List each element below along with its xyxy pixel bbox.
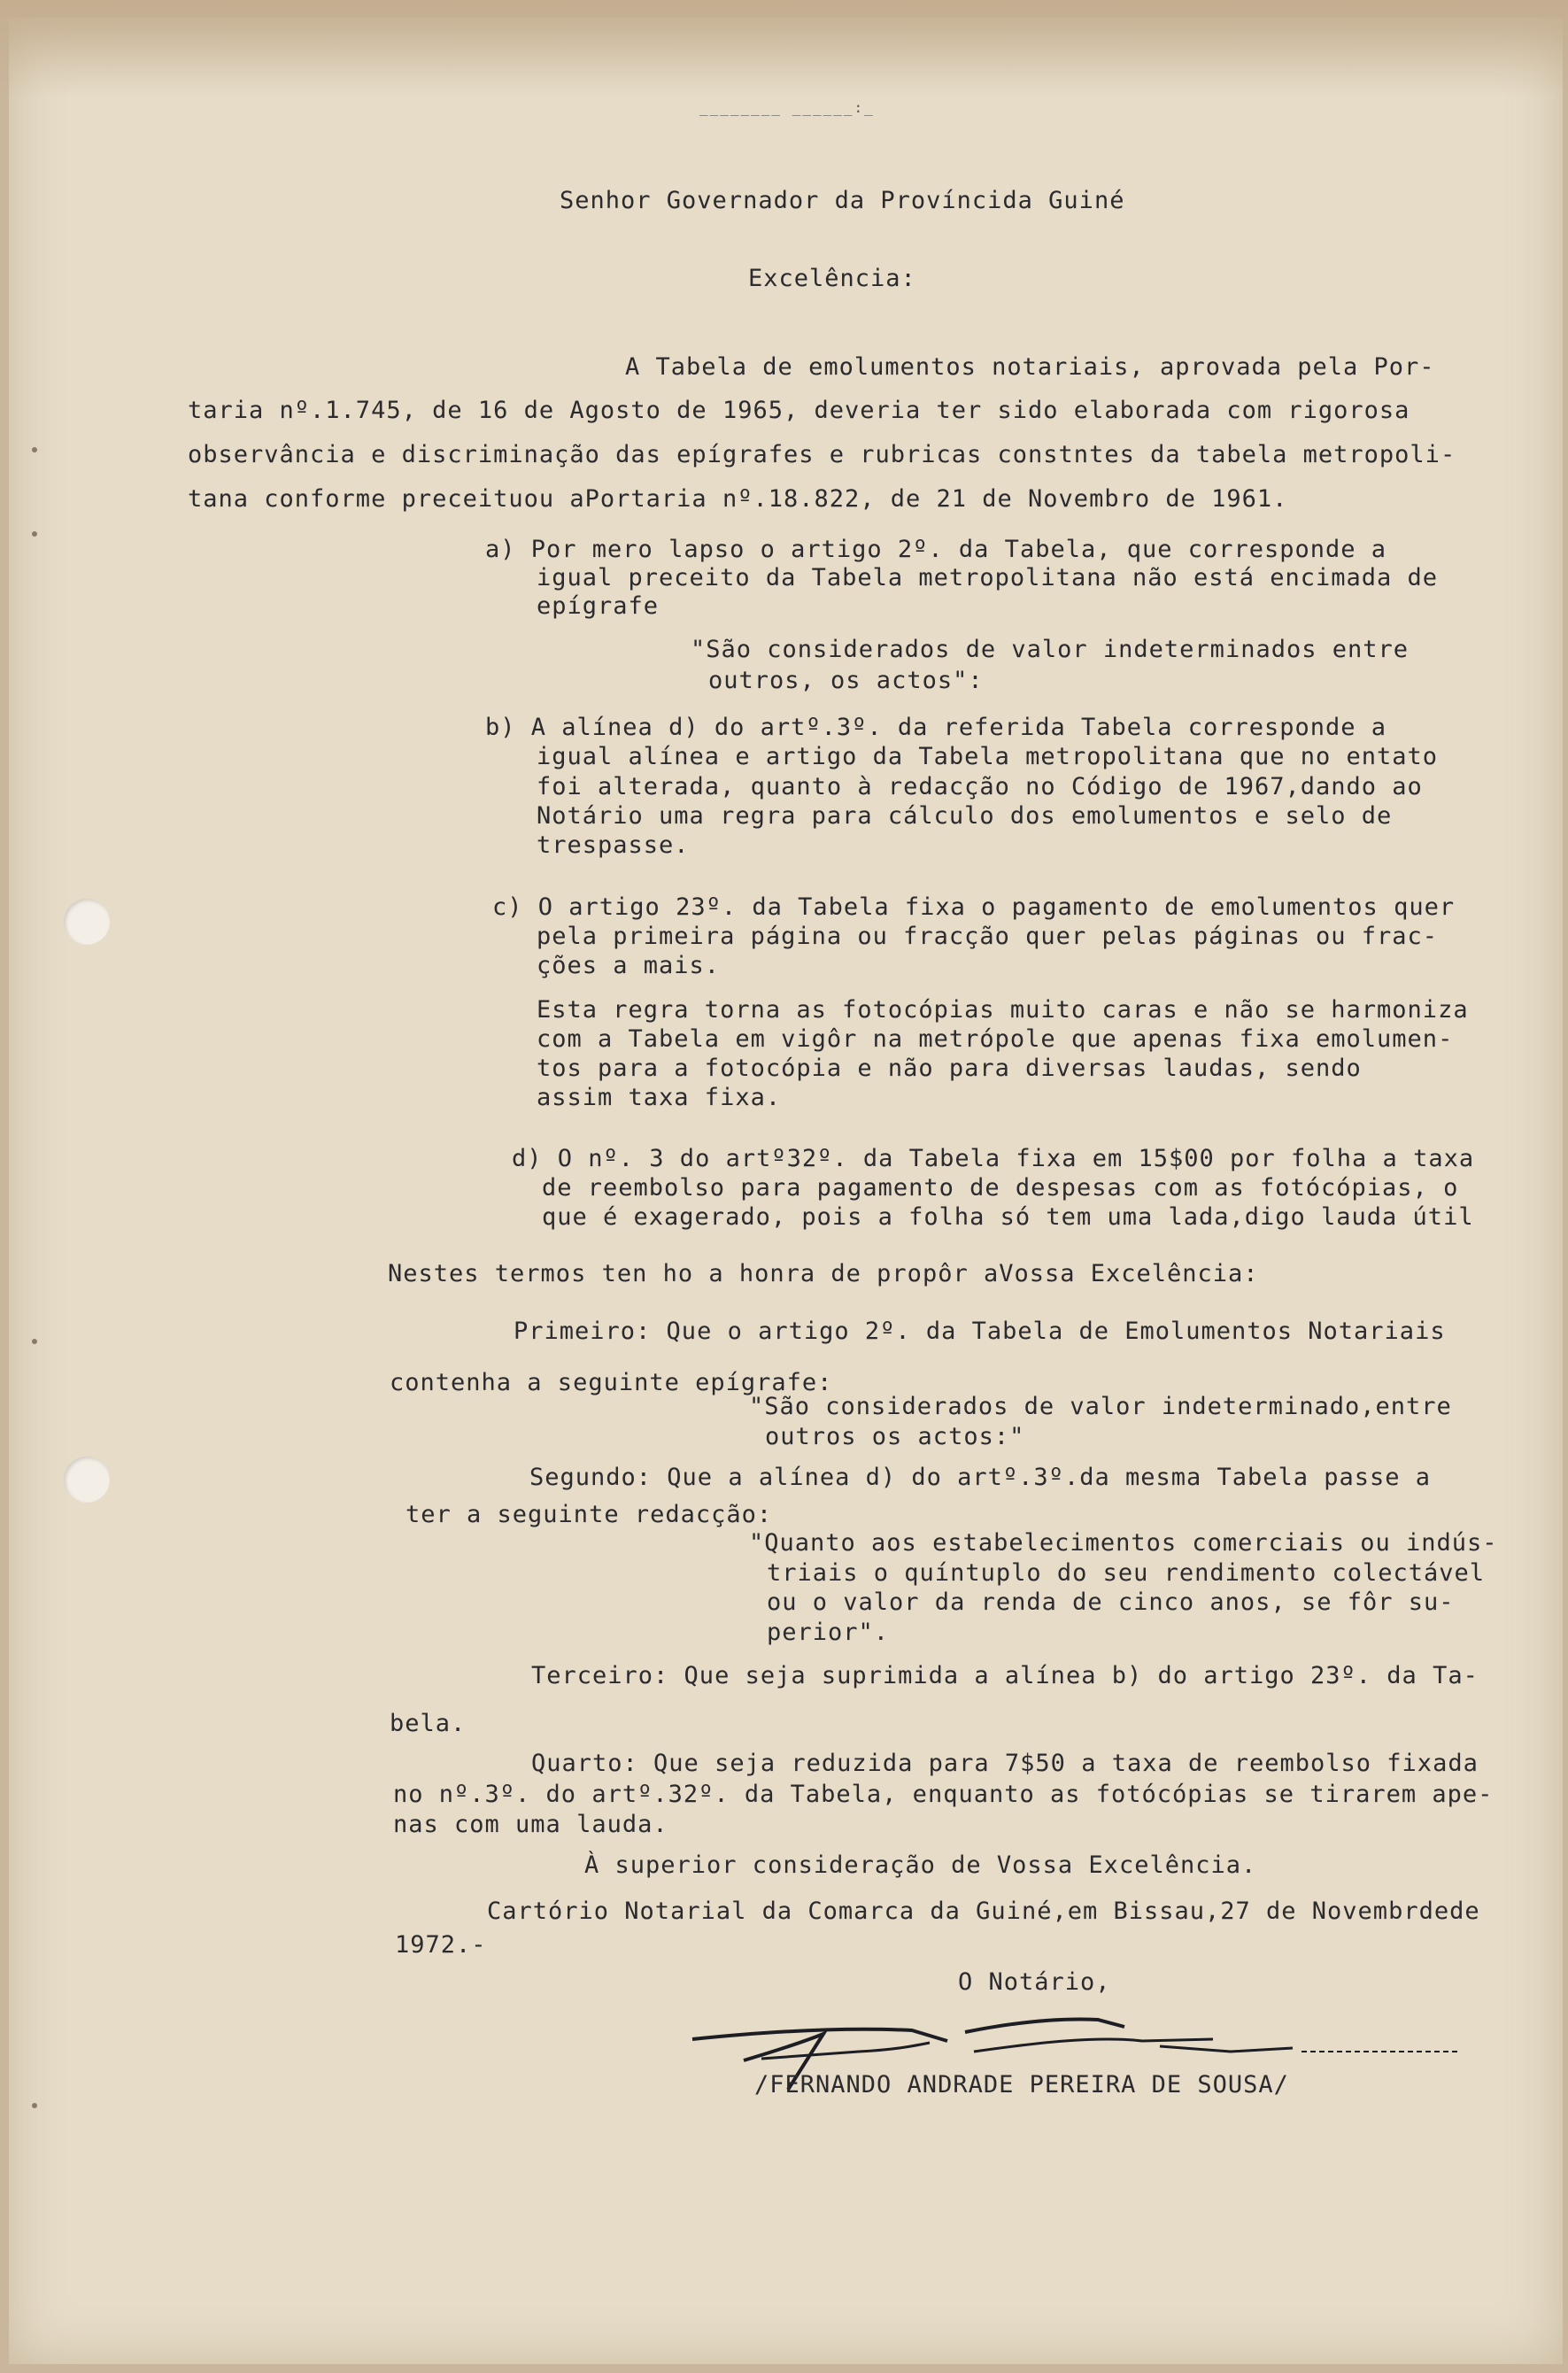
punch-hole bbox=[64, 899, 110, 945]
signer-title: O Notário, bbox=[958, 1968, 1111, 1996]
primeiro-line: Primeiro: Que o artigo 2º. da Tabela de Emolumentos Notariais bbox=[514, 1318, 1446, 1345]
item-a-quote: outros, os actos": bbox=[708, 667, 984, 694]
intro-line: observância e discriminação das epígrafes e rubricas constntes da tabela metropoli- bbox=[188, 441, 1456, 468]
segundo-quote: ou o valor da renda de cinco anos, se fôr su- bbox=[767, 1588, 1455, 1616]
segundo-line: ter a seguinte redacção: bbox=[406, 1501, 773, 1528]
addressee: Senhor Governador da Províncida Guiné bbox=[560, 187, 1125, 214]
header-mark: ________ ______:_ bbox=[699, 99, 875, 116]
salutation: Excelência: bbox=[748, 265, 916, 292]
page-edge-shadow bbox=[0, 0, 1568, 97]
primeiro-quote: outros os actos:" bbox=[765, 1423, 1025, 1450]
item-d-line: d) O nº. 3 do artº32º. da Tabela fixa em 15$00 por folha a taxa bbox=[512, 1145, 1475, 1172]
item-c-line: ções a mais. bbox=[537, 952, 721, 979]
item-d-line: que é exagerado, pois a folha só tem uma lada,digo lauda útil bbox=[542, 1203, 1474, 1231]
quarto-line: no nº.3º. do artº.32º. da Tabela, enquanto as fotócópias se tirarem ape- bbox=[393, 1781, 1494, 1808]
item-c-line: com a Tabela em vigôr na metrópole que apenas fixa emolumen- bbox=[537, 1025, 1454, 1053]
primeiro-quote: "São considerados de valor indeterminado,entre bbox=[749, 1393, 1452, 1420]
item-a-line: igual preceito da Tabela metropolitana não está encimada de bbox=[537, 564, 1439, 591]
item-c-line: c) O artigo 23º. da Tabela fixa o pagamento de emolumentos quer bbox=[492, 893, 1456, 921]
segundo-quote: "Quanto aos estabelecimentos comerciais ou indús- bbox=[749, 1529, 1498, 1557]
item-c-line: Esta regra torna as fotocópias muito caras e não se harmoniza bbox=[537, 996, 1469, 1024]
item-c-line: pela primeira página ou fracção quer pelas páginas ou frac- bbox=[537, 923, 1439, 950]
item-c-line: assim taxa fixa. bbox=[537, 1084, 782, 1111]
item-a-quote: "São considerados de valor indeterminados entre bbox=[691, 636, 1410, 663]
item-b-line: igual alínea e artigo da Tabela metropolitana que no entato bbox=[537, 743, 1439, 770]
paper-speck bbox=[32, 447, 37, 452]
item-a-line: epígrafe bbox=[537, 592, 660, 620]
paper-speck bbox=[32, 1339, 37, 1344]
terceiro-line: Terceiro: Que seja suprimida a alínea b) do artigo 23º. da Ta- bbox=[531, 1662, 1479, 1689]
item-b-line: b) A alínea d) do artº.3º. da referida Tabela corresponde a bbox=[485, 714, 1387, 741]
quarto-line: Quarto: Que seja reduzida para 7$50 a taxa de reembolso fixada bbox=[531, 1750, 1479, 1777]
item-b-line: trespasse. bbox=[537, 831, 690, 859]
item-b-line: Notário uma regra para cálculo dos emolumentos e selo de bbox=[537, 802, 1393, 830]
place-date: Cartório Notarial da Comarca da Guiné,em Bissau,27 de Novembrdede bbox=[487, 1898, 1480, 1925]
item-d-line: de reembolso para pagamento de despesas com as fotócópias, o bbox=[542, 1174, 1459, 1202]
proposal-intro: Nestes termos ten ho a honra de propôr aVossa Excelência: bbox=[388, 1260, 1259, 1287]
segundo-quote: triais o quíntuplo do seu rendimento colectável bbox=[767, 1559, 1486, 1587]
punch-hole bbox=[64, 1457, 110, 1503]
segundo-line: Segundo: Que a alínea d) do artº.3º.da mesma Tabela passe a bbox=[529, 1464, 1432, 1491]
paper-speck bbox=[32, 531, 37, 537]
closing: À superior consideração de Vossa Excelência. bbox=[584, 1851, 1257, 1879]
item-b-line: foi alterada, quanto à redacção no Código de 1967,dando ao bbox=[537, 773, 1423, 800]
segundo-quote: perior". bbox=[767, 1619, 890, 1646]
paper-speck bbox=[32, 2103, 37, 2108]
quarto-line: nas com uma lauda. bbox=[393, 1811, 668, 1838]
terceiro-line: bela. bbox=[390, 1710, 467, 1737]
item-a-line: a) Por mero lapso o artigo 2º. da Tabela, que corresponde a bbox=[485, 536, 1387, 563]
intro-line: A Tabela de emolumentos notariais, aprovada pela Por- bbox=[625, 353, 1435, 381]
intro-line: tana conforme preceituou aPortaria nº.18.822, de 21 de Novembro de 1961. bbox=[188, 485, 1288, 513]
primeiro-line: contenha a seguinte epígrafe: bbox=[390, 1369, 833, 1396]
place-date: 1972.- bbox=[395, 1931, 487, 1959]
intro-line: taria nº.1.745, de 16 de Agosto de 1965, deveria ter sido elaborada com rigorosa bbox=[188, 397, 1410, 424]
signer-name: /FERNANDO ANDRADE PEREIRA DE SOUSA/ bbox=[754, 2071, 1289, 2099]
item-c-line: tos para a fotocópia e não para diversas laudas, sendo bbox=[537, 1055, 1362, 1082]
